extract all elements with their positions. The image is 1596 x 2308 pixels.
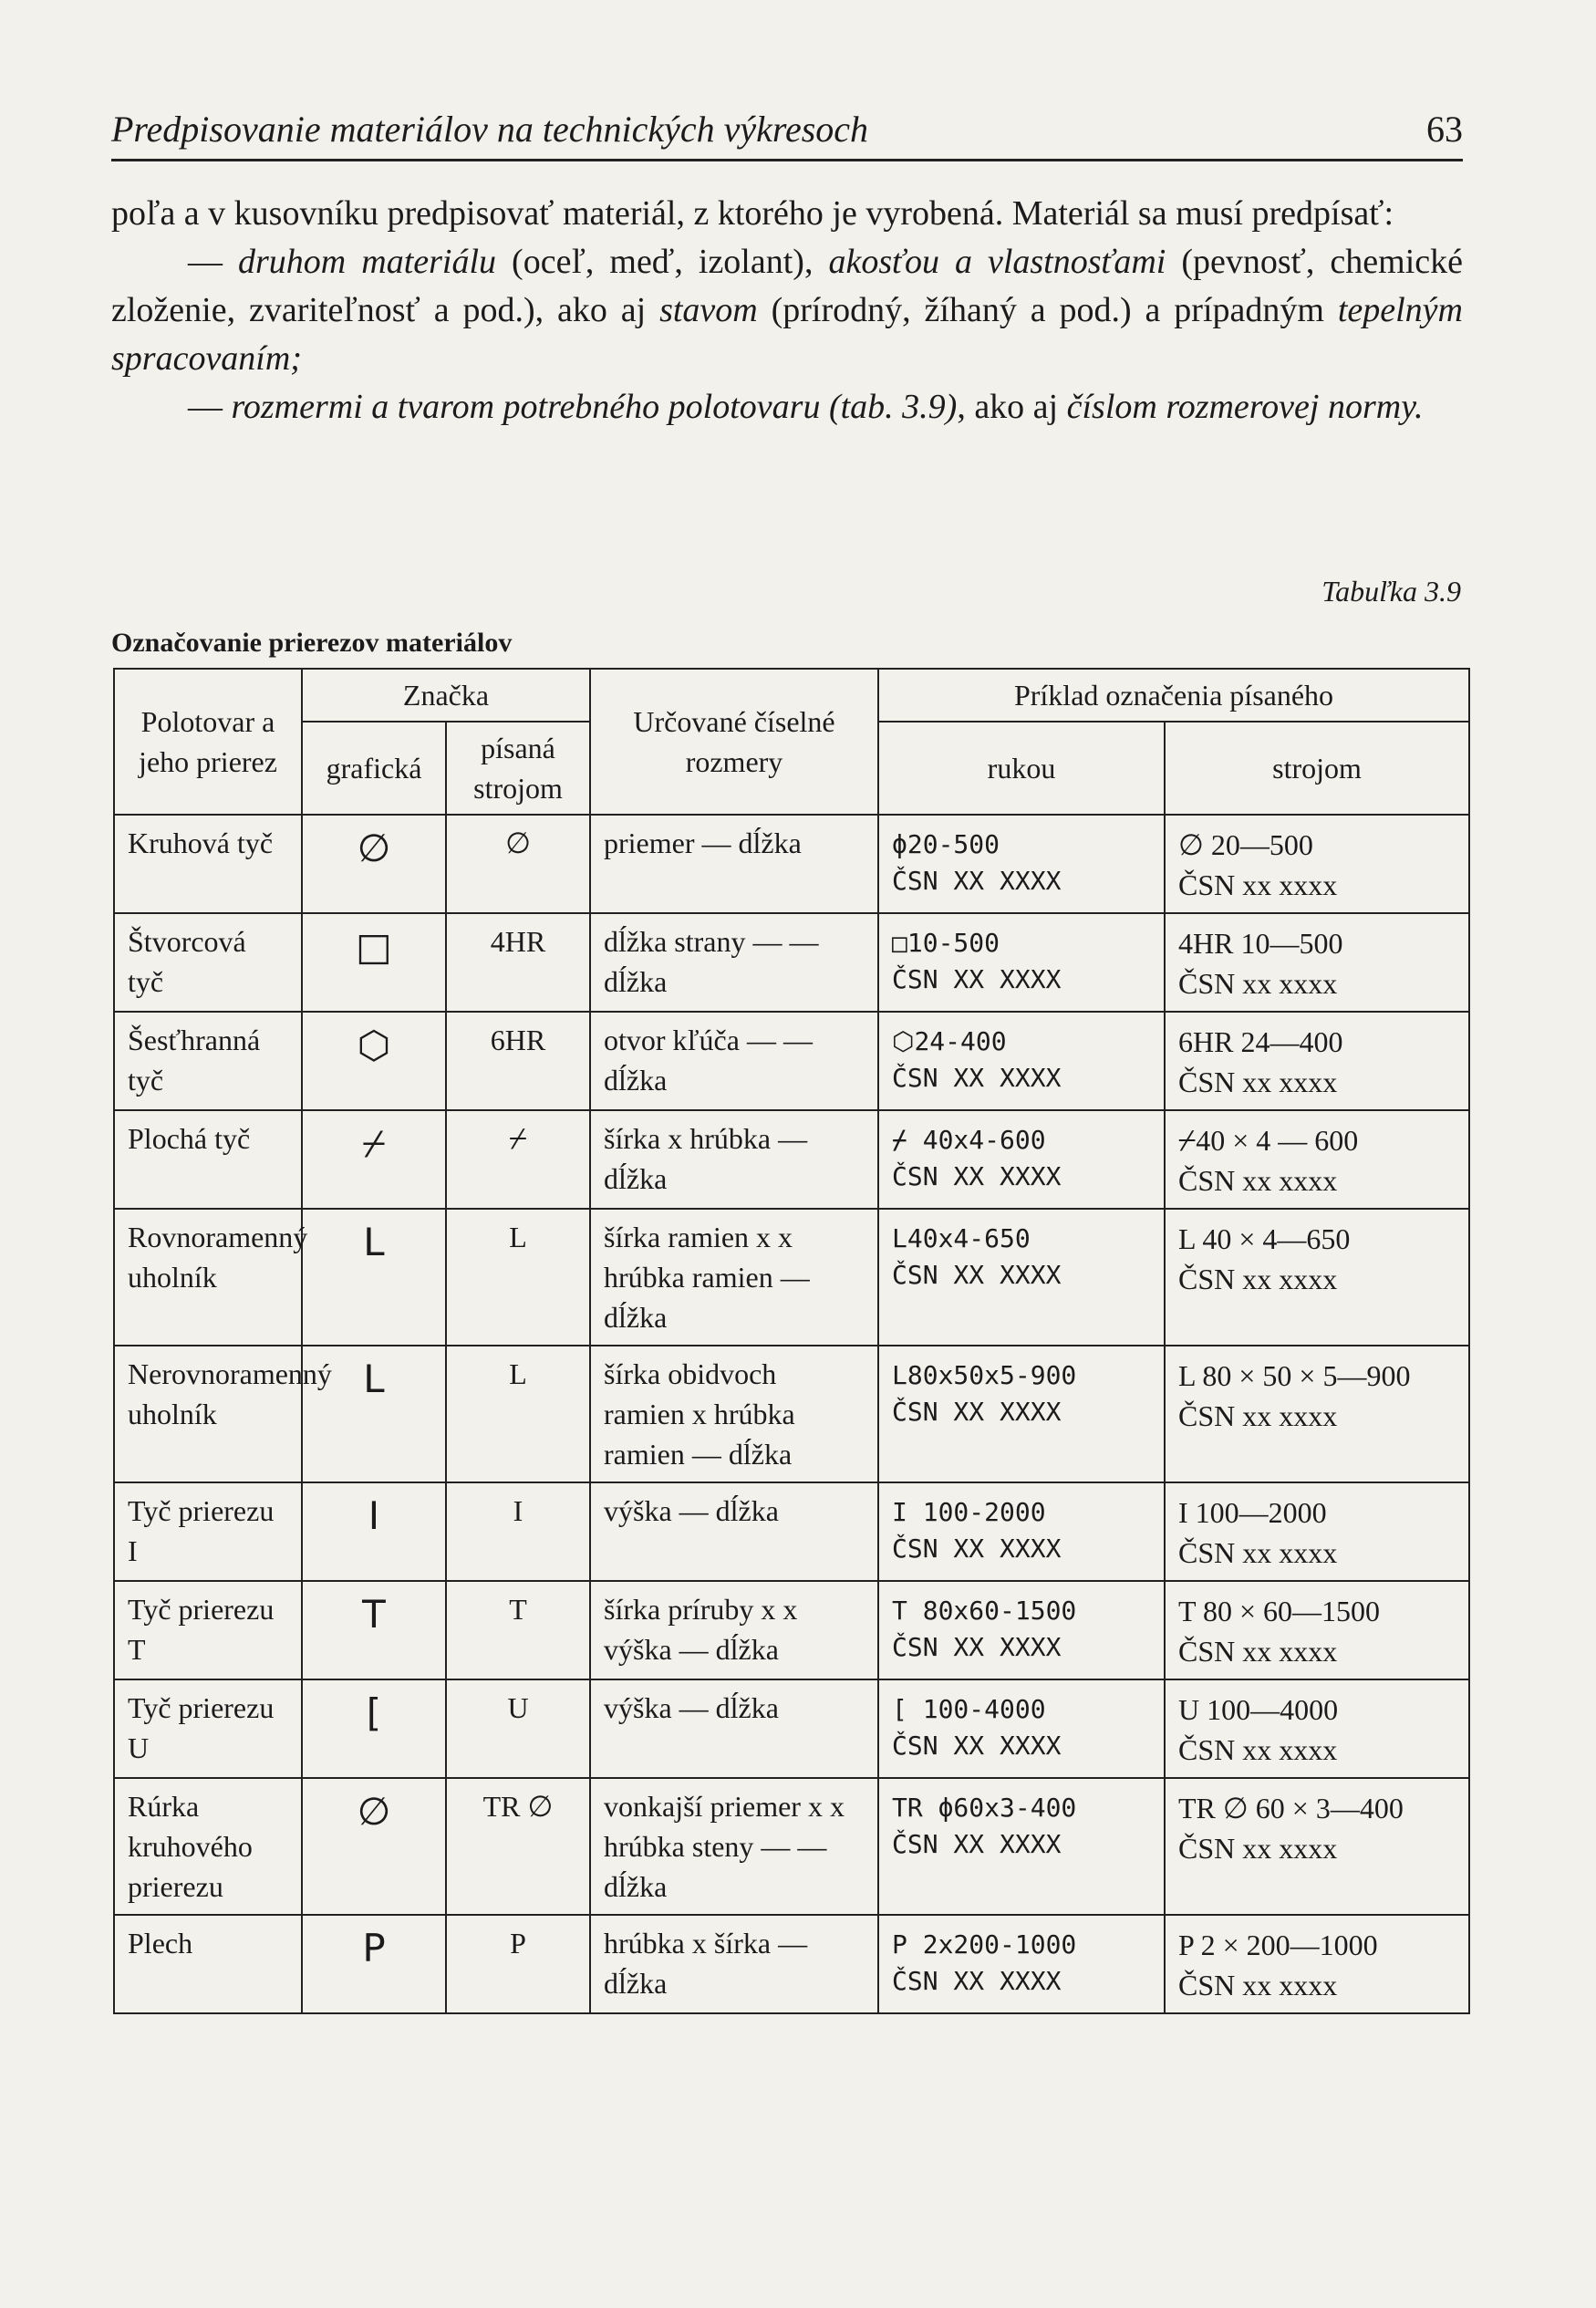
table-row (114, 815, 1469, 913)
written-symbol: L (446, 1209, 590, 1346)
machine-example (1165, 1778, 1469, 1915)
machine-line: I 100—2000 (1178, 1496, 1327, 1529)
handwritten-example (878, 815, 1165, 913)
header-rozmery: Určované číselné rozmery (590, 669, 878, 815)
written-symbol: I (446, 1482, 590, 1581)
table-row (114, 1482, 1469, 1581)
emphasis: akosťou a vlastnosťami (828, 243, 1166, 281)
hand-line: P 2x200-1000 (892, 1929, 1077, 1960)
row-name: Plech (114, 1915, 302, 2013)
machine-standard: ČSN xx xxxx (1178, 868, 1338, 901)
machine-line: ∅ 20—500 (1178, 828, 1313, 861)
chapter-title: Predpisovanie materiálov na technických výkresoch (111, 109, 869, 150)
machine-example (1165, 815, 1469, 913)
header-rukou: rukou (878, 722, 1165, 815)
dimensions: dĺžka strany — — dĺžka (590, 913, 878, 1012)
machine-line: P 2 × 200—1000 (1178, 1929, 1378, 1961)
header-pisana: písaná strojom (446, 722, 590, 815)
handwritten-example (878, 1482, 1165, 1581)
machine-standard: ČSN xx xxxx (1178, 1066, 1338, 1098)
header-polotovar: Polotovar a jeho prierez (114, 669, 302, 815)
machine-line: ⌿40 × 4 — 600 (1178, 1124, 1359, 1157)
body-text (111, 190, 1463, 431)
hand-line: □10-500 (892, 928, 1000, 958)
text-run: , ako aj (957, 388, 1067, 426)
machine-standard: ČSN xx xxxx (1178, 1536, 1338, 1569)
handwritten-example (878, 913, 1165, 1012)
machine-example (1165, 1482, 1469, 1581)
table-number: Tabuľka 3.9 (1321, 575, 1461, 608)
header-strojom: strojom (1165, 722, 1469, 815)
header-graficka: grafická (302, 722, 446, 815)
handwritten-example (878, 1581, 1165, 1679)
row-name: Tyč prierezu T (114, 1581, 302, 1679)
row-name: Šesťhranná tyč (114, 1012, 302, 1110)
handwritten-example (878, 1110, 1165, 1209)
table-row (114, 913, 1469, 1012)
emphasis: číslom rozmerovej normy. (1066, 388, 1424, 426)
written-symbol: ⌿ (446, 1110, 590, 1209)
material-table (113, 668, 1470, 2014)
machine-example (1165, 913, 1469, 1012)
written-symbol: 4HR (446, 913, 590, 1012)
dimensions: výška — dĺžka (590, 1482, 878, 1581)
machine-example (1165, 1581, 1469, 1679)
dimensions: vonkajší priemer x x hrúbka steny — — dĺžka (590, 1778, 878, 1915)
table-row (114, 1110, 1469, 1209)
hand-line: T 80x60-1500 (892, 1596, 1077, 1626)
machine-line: T 80 × 60—1500 (1178, 1595, 1381, 1627)
dimensions: výška — dĺžka (590, 1679, 878, 1778)
handwritten-example (878, 1915, 1165, 2013)
emphasis: druhom materiálu (238, 243, 497, 281)
text-run: (prírodný, žíhaný a pod.) a prípadným (757, 291, 1338, 329)
machine-standard: ČSN xx xxxx (1178, 1164, 1338, 1197)
header-znacka: Značka (302, 669, 590, 722)
hand-line: I 100-2000 (892, 1497, 1046, 1527)
graphic-symbol: ∅ (302, 815, 446, 913)
paragraph-dimensions (111, 383, 1463, 431)
written-symbol: ∅ (446, 815, 590, 913)
table-row (114, 1679, 1469, 1778)
handwritten-example (878, 1679, 1165, 1778)
dimensions: priemer — dĺžka (590, 815, 878, 913)
hand-standard: ČSN XX XXXX (892, 1632, 1062, 1662)
machine-standard: ČSN xx xxxx (1178, 1635, 1338, 1668)
hand-standard: ČSN XX XXXX (892, 964, 1062, 994)
handwritten-example (878, 1778, 1165, 1915)
machine-example (1165, 1209, 1469, 1346)
row-name: Nerovnoramenný uholník (114, 1346, 302, 1482)
dimensions: šírka príruby x x výška — dĺžka (590, 1581, 878, 1679)
machine-line: L 40 × 4—650 (1178, 1222, 1351, 1255)
graphic-symbol: L (302, 1209, 446, 1346)
written-symbol: T (446, 1581, 590, 1679)
table-row (114, 1012, 1469, 1110)
graphic-symbol: P (302, 1915, 446, 2013)
written-symbol: P (446, 1915, 590, 2013)
machine-line: 6HR 24—400 (1178, 1025, 1343, 1058)
machine-standard: ČSN xx xxxx (1178, 1832, 1338, 1865)
page-number: 63 (1426, 109, 1463, 150)
hand-standard: ČSN XX XXXX (892, 1731, 1062, 1761)
machine-standard: ČSN xx xxxx (1178, 1733, 1338, 1766)
text-run: (oceľ, meď, izolant), (496, 243, 829, 281)
graphic-symbol: ∅ (302, 1778, 446, 1915)
machine-example (1165, 1679, 1469, 1778)
hand-standard: ČSN XX XXXX (892, 1260, 1062, 1290)
table-row (114, 1209, 1469, 1346)
table-caption: Označovanie prierezov materiálov (111, 628, 513, 658)
table-row (114, 1346, 1469, 1482)
header-priklad: Príklad označenia písaného (878, 669, 1469, 722)
hand-line: ϕ20-500 (892, 829, 1000, 859)
hand-line: [ 100-4000 (892, 1694, 1046, 1724)
dimensions: šírka ramien x x hrúbka ramien — dĺžka (590, 1209, 878, 1346)
table-row (114, 1778, 1469, 1915)
hand-standard: ČSN XX XXXX (892, 1063, 1062, 1093)
emphasis: stavom (659, 291, 758, 329)
row-name: Plochá tyč (114, 1110, 302, 1209)
dimensions: hrúbka x šírka — dĺžka (590, 1915, 878, 2013)
machine-example (1165, 1915, 1469, 2013)
dimensions: otvor kľúča — — dĺžka (590, 1012, 878, 1110)
written-symbol: U (446, 1679, 590, 1778)
machine-example (1165, 1346, 1469, 1482)
emphasis: rozmermi a tvarom potrebného polotovaru (tab. 3.9) (231, 388, 958, 426)
hand-standard: ČSN XX XXXX (892, 1161, 1062, 1191)
machine-line: 4HR 10—500 (1178, 927, 1343, 960)
handwritten-example (878, 1346, 1165, 1482)
row-name: Rúrka kruhového prierezu (114, 1778, 302, 1915)
row-name: Štvorcová tyč (114, 913, 302, 1012)
row-name: Kruhová tyč (114, 815, 302, 913)
hand-line: ⌿ 40x4-600 (892, 1125, 1046, 1155)
running-header (111, 108, 1463, 161)
hand-standard: ČSN XX XXXX (892, 1397, 1062, 1427)
row-name: Tyč prierezu U (114, 1679, 302, 1778)
handwritten-example (878, 1209, 1165, 1346)
hand-standard: ČSN XX XXXX (892, 866, 1062, 896)
hand-line: ⬡24-400 (892, 1026, 1007, 1056)
text-run: (pevnosť, chemické zloženie, zvariteľnosť a pod.), ako aj (111, 243, 1464, 329)
hand-line: TR ϕ60x3-400 (892, 1793, 1077, 1823)
dimensions: šírka obidvoch ramien x hrúbka ramien — dĺžka (590, 1346, 878, 1482)
written-symbol: TR ∅ (446, 1778, 590, 1915)
hand-standard: ČSN XX XXXX (892, 1829, 1062, 1859)
graphic-symbol: L (302, 1346, 446, 1482)
table-row (114, 1915, 1469, 2013)
machine-line: U 100—4000 (1178, 1693, 1339, 1726)
hand-standard: ČSN XX XXXX (892, 1966, 1062, 1996)
written-symbol: L (446, 1346, 590, 1482)
dash: — (188, 243, 239, 281)
hand-standard: ČSN XX XXXX (892, 1533, 1062, 1564)
table-row (114, 1581, 1469, 1679)
written-symbol: 6HR (446, 1012, 590, 1110)
graphic-symbol: ⌿ (302, 1110, 446, 1209)
graphic-symbol: T (302, 1581, 446, 1679)
row-name: Rovnoramenný uholník (114, 1209, 302, 1346)
machine-example (1165, 1012, 1469, 1110)
paragraph-intro: poľa a v kusovníku predpisovať materiál, z ktorého je vyrobená. Materiál sa musí predpísať: (111, 194, 1394, 233)
handwritten-example (878, 1012, 1165, 1110)
graphic-symbol: [ (302, 1679, 446, 1778)
machine-standard: ČSN xx xxxx (1178, 1969, 1338, 2001)
machine-standard: ČSN xx xxxx (1178, 1263, 1338, 1295)
hand-line: L40x4-650 (892, 1223, 1031, 1253)
dimensions: šírka x hrúbka — dĺžka (590, 1110, 878, 1209)
machine-line: L 80 × 50 × 5—900 (1178, 1359, 1411, 1392)
graphic-symbol: □ (302, 913, 446, 1012)
machine-standard: ČSN xx xxxx (1178, 967, 1338, 1000)
machine-example (1165, 1110, 1469, 1209)
emphasis: tepelným spracovaním; (111, 291, 1463, 378)
dash: — (188, 388, 232, 426)
row-name: Tyč prierezu I (114, 1482, 302, 1581)
graphic-symbol: I (302, 1482, 446, 1581)
graphic-symbol: ⬡ (302, 1012, 446, 1110)
machine-line: TR ∅ 60 × 3—400 (1178, 1792, 1404, 1825)
machine-standard: ČSN xx xxxx (1178, 1399, 1338, 1432)
hand-line: L80x50x5-900 (892, 1360, 1077, 1390)
paragraph-material-type (111, 238, 1463, 383)
